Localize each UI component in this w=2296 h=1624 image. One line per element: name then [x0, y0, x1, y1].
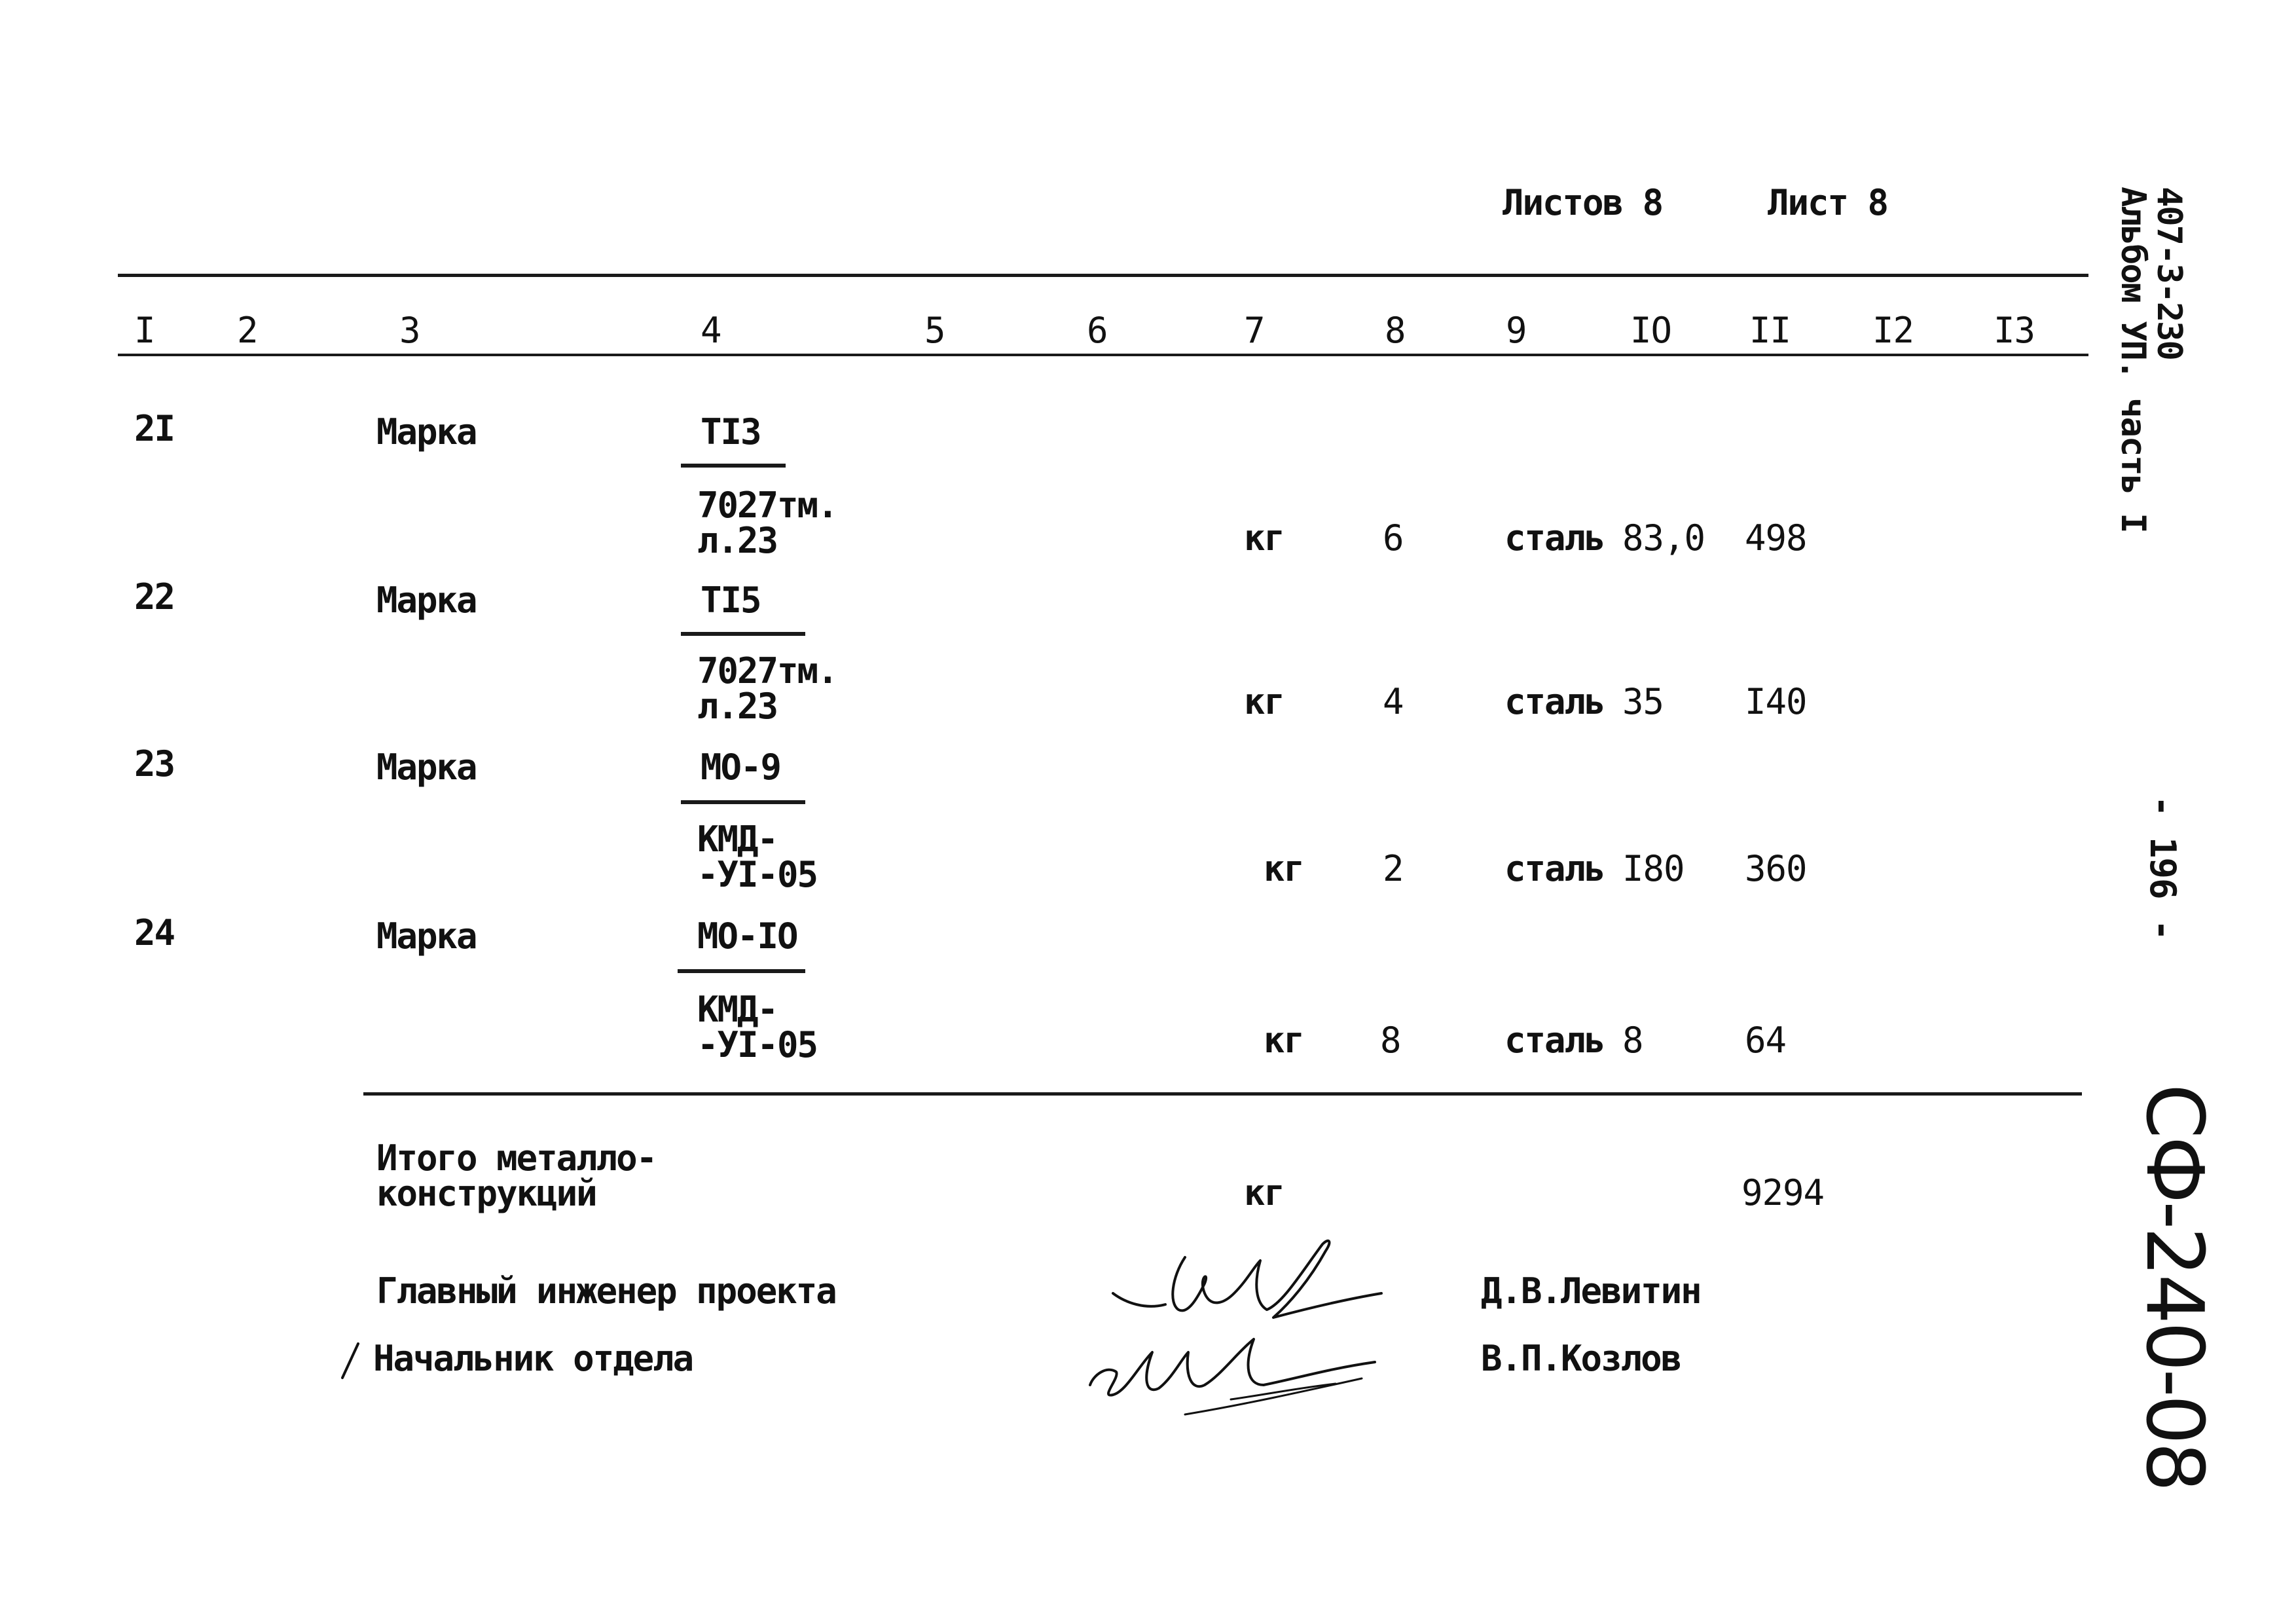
row-label: Марка	[376, 747, 477, 788]
unit-mass: 35	[1622, 681, 1664, 722]
row-label: Марка	[376, 915, 477, 957]
quantity: 4	[1383, 681, 1404, 722]
document-code: СФ-240-08	[2128, 1084, 2219, 1490]
drawing-reference: КМД- -УI-05	[697, 819, 818, 895]
chief-engineer-name: Д.В.Левитин	[1481, 1270, 1701, 1312]
row-number: 22	[134, 576, 175, 618]
drawing-reference: КМД- -УI-05	[697, 989, 818, 1065]
item-mark: TI3	[701, 411, 761, 452]
row-number: 24	[134, 912, 175, 953]
album-code: 407-3-230	[2149, 187, 2189, 360]
department-head-title: Начальник отдела	[373, 1338, 693, 1379]
mark-underline	[681, 632, 805, 636]
total-mass: 64	[1745, 1020, 1787, 1061]
total-unit: кг	[1244, 1172, 1285, 1213]
total-value: 9294	[1741, 1172, 1825, 1213]
margin-slash-mark	[337, 1341, 363, 1380]
unit-mass: 83,0	[1622, 517, 1705, 559]
drawing-reference: 7027тм. л.23	[697, 485, 837, 561]
total-mass: 360	[1745, 848, 1807, 889]
column-number: 3	[399, 310, 420, 351]
unit-mass: I80	[1622, 848, 1685, 889]
drawing-reference: 7027тм. л.23	[697, 650, 837, 727]
column-number: IO	[1630, 310, 1672, 351]
item-mark: TI5	[701, 580, 761, 621]
total-mass: I40	[1745, 681, 1807, 722]
column-number: 4	[701, 310, 721, 351]
item-mark: МО-IO	[697, 915, 797, 957]
column-number: I	[134, 310, 155, 351]
chief-engineer-title: Главный инженер проекта	[376, 1270, 836, 1312]
page-number: - 196 -	[2142, 796, 2183, 940]
album-part: Альбом УП. часть I	[2113, 187, 2153, 532]
department-head-signature	[1080, 1313, 1388, 1424]
mark-underline	[678, 969, 805, 973]
column-number: II	[1749, 310, 1791, 351]
material: сталь	[1504, 1020, 1605, 1061]
column-number: I2	[1872, 310, 1914, 351]
mark-underline	[681, 800, 805, 804]
department-head-name: В.П.Козлов	[1481, 1338, 1681, 1379]
mark-underline	[681, 464, 786, 468]
unit: кг	[1244, 517, 1285, 559]
sheets-total-label: Листов 8	[1503, 182, 1663, 223]
total-mass: 498	[1745, 517, 1807, 559]
unit: кг	[1264, 848, 1304, 889]
header-bottom-rule	[118, 354, 2088, 356]
material: сталь	[1504, 681, 1605, 722]
column-number: 9	[1506, 310, 1527, 351]
total-label: Итого металло- конструкций	[376, 1137, 657, 1214]
album-reference	[2115, 187, 2187, 532]
material: сталь	[1504, 848, 1605, 889]
header-top-rule	[118, 274, 2088, 277]
unit-mass: 8	[1622, 1020, 1643, 1061]
row-number: 2I	[134, 408, 175, 449]
row-label: Марка	[376, 411, 477, 452]
material: сталь	[1504, 517, 1605, 559]
column-number: 2	[237, 310, 258, 351]
quantity: 6	[1383, 517, 1404, 559]
column-number: 5	[924, 310, 945, 351]
unit: кг	[1244, 681, 1285, 722]
quantity: 2	[1383, 848, 1404, 889]
item-mark: МО-9	[701, 747, 781, 788]
total-divider	[363, 1092, 2082, 1096]
sheet-number-label: Лист 8	[1768, 182, 1888, 223]
column-number: 6	[1087, 310, 1108, 351]
unit: кг	[1264, 1020, 1304, 1061]
row-number: 23	[134, 743, 175, 784]
column-number: I3	[1994, 310, 2035, 351]
row-label: Марка	[376, 580, 477, 621]
quantity: 8	[1380, 1020, 1401, 1061]
column-number: 8	[1385, 310, 1406, 351]
column-number: 7	[1244, 310, 1265, 351]
